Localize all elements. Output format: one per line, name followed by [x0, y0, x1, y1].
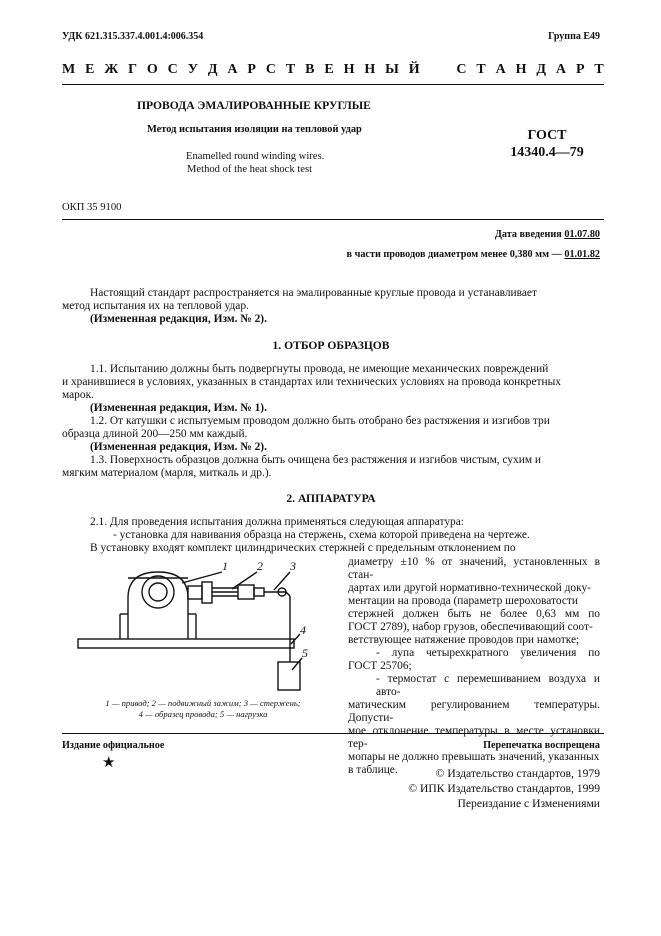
partial-date-line: [347, 249, 600, 260]
intro-amendment: (Измененная редакция, Изм. № 2).: [90, 313, 267, 325]
official-edition: Издание официальное: [62, 740, 165, 751]
apparatus-line: ментации на провода (параметр шероховатости: [348, 595, 578, 607]
apparatus-line: в таблице.: [348, 764, 398, 776]
standard-banner: М Е Ж Г О С У Д А Р С Т В Е Н Н Ы Й С Т А Н Д А Р Т: [62, 62, 604, 77]
apparatus-line: дартах или другой нормативно-технической доку-: [348, 582, 591, 594]
document-subtitle: Метод испытания изоляции на тепловой удар: [147, 124, 362, 135]
p11-line: и хранившиеся в условиях, указанных в стандартах или технических условиях на провода конкретных: [62, 376, 561, 388]
p21-line: 2.1. Для проведения испытания должна применяться следующая аппаратура:: [90, 516, 464, 528]
section1-body: [62, 363, 600, 480]
intro-line: Настоящий стандарт распространяется на эмалированные круглые провода и устанавливает: [90, 287, 537, 299]
figure-label-1: 1: [222, 559, 228, 573]
section1-title: 1. ОТБОР ОБРАЗЦОВ: [272, 339, 390, 352]
apparatus-line: - лупа четырехкратного увеличения по: [376, 647, 600, 659]
base-plate: [78, 639, 294, 648]
intro-date-line: [495, 229, 600, 240]
section2-title: 2. АППАРАТУРА: [286, 492, 376, 505]
intro-line: метод испытания их на тепловой удар.: [62, 300, 249, 312]
apparatus-line: мопары не должно превышать значений, указанных: [348, 751, 600, 763]
apparatus-line: диаметру ±10 % от значений, установленных в стан-: [348, 556, 600, 581]
intro-date: 01.07.80: [564, 229, 600, 240]
section2-intro: [62, 516, 600, 555]
star-mark: ★: [102, 755, 116, 771]
apparatus-line: ГОСТ 2789), набор грузов, обеспечивающий соот-: [348, 621, 593, 633]
okp-code: ОКП 35 9100: [62, 202, 122, 213]
udk-code: УДК 621.315.337.4.001.4:006.354: [62, 31, 204, 42]
figure-label-4: 4: [300, 623, 306, 637]
apparatus-line: - термостат с перемешиванием воздуха и авто-: [376, 673, 600, 698]
intro-date-label: Дата введения: [494, 229, 562, 240]
p12-line: образца длиной 200—250 мм каждый.: [62, 428, 248, 440]
figure-label-3: 3: [290, 559, 296, 573]
document-title: ПРОВОДА ЭМАЛИРОВАННЫЕ КРУГЛЫЕ: [137, 99, 371, 112]
english-title-line: Method of the heat shock test: [187, 164, 313, 175]
p11-amendment: (Измененная редакция, Изм. № 1).: [90, 402, 267, 414]
kit-line: В установку входят комплект цилиндрических стержней с предельным отклонением по: [90, 542, 516, 554]
copyright-line: © ИПК Издательство стандартов, 1999: [408, 782, 600, 795]
apparatus-diagram: [62, 552, 344, 697]
copyright-line: © Издательство стандартов, 1979: [435, 767, 600, 780]
footer-rule: [62, 733, 604, 734]
apparatus-line: ветствующее натяжение проводов при намотке;: [348, 634, 580, 646]
group-code: Группа Е49: [548, 31, 600, 42]
banner-rule: [62, 84, 604, 85]
figure-label-5: 5: [302, 646, 308, 660]
partial-date-label: в части проводов диаметром менее 0,380 мм —: [346, 249, 562, 260]
intro-paragraph: [62, 287, 600, 326]
title-rule: [62, 219, 604, 220]
gost-label: ГОСТ: [527, 128, 567, 143]
apparatus-line: стержней должен быть не более 0,63 мм по: [348, 608, 600, 620]
p11-line: марок.: [62, 389, 94, 401]
reissue-note: Переиздание с Изменениями: [457, 797, 600, 810]
p12-line: 1.2. От катушки с испытуемым проводом должно быть отобрано без растяжения и изгибов три: [90, 415, 550, 427]
clamp-block: [188, 586, 202, 599]
partial-date: 01.01.82: [564, 249, 600, 260]
gost-number: 14340.4—79: [510, 145, 584, 160]
english-title-line: Enamelled round winding wires.: [186, 151, 325, 162]
caption-line: 4 — образец провода; 5 — нагрузка: [138, 709, 268, 719]
figure-caption: [62, 698, 344, 720]
bullet-line: - установка для навивания образца на стержень, схема которой приведена на чертеже.: [113, 529, 530, 541]
p13-line: мягким материалом (марля, миткаль и др.).: [62, 467, 272, 479]
p13-line: 1.3. Поверхность образцов должна быть очищена без растяжения и изгибов чистым, сухим и: [90, 454, 542, 466]
movable-clamp: [238, 585, 254, 599]
copyright-block: [408, 766, 600, 811]
caption-line: 1 — привод; 2 — подвижный зажим; 3 — стержень;: [105, 698, 301, 708]
p11-line: 1.1. Испытанию должны быть подвергнуты провода, не имеющие механических повреждений: [90, 363, 549, 375]
apparatus-line: мое отклонение температуры в месте установки тер-: [348, 725, 600, 750]
load-weight: [278, 662, 300, 690]
apparatus-line: матическим регулированием температуры. Допусти-: [348, 699, 600, 724]
reprint-prohibited: Перепечатка воспрещена: [483, 740, 600, 751]
figure-label-2: 2: [257, 559, 263, 573]
english-title: [186, 150, 324, 176]
drive-wheel: [142, 576, 174, 608]
apparatus-line: ГОСТ 25706;: [348, 660, 412, 672]
drive-housing: [128, 572, 188, 639]
gost-designation: [509, 127, 585, 161]
p12-amendment: (Измененная редакция, Изм. № 2).: [90, 441, 267, 453]
